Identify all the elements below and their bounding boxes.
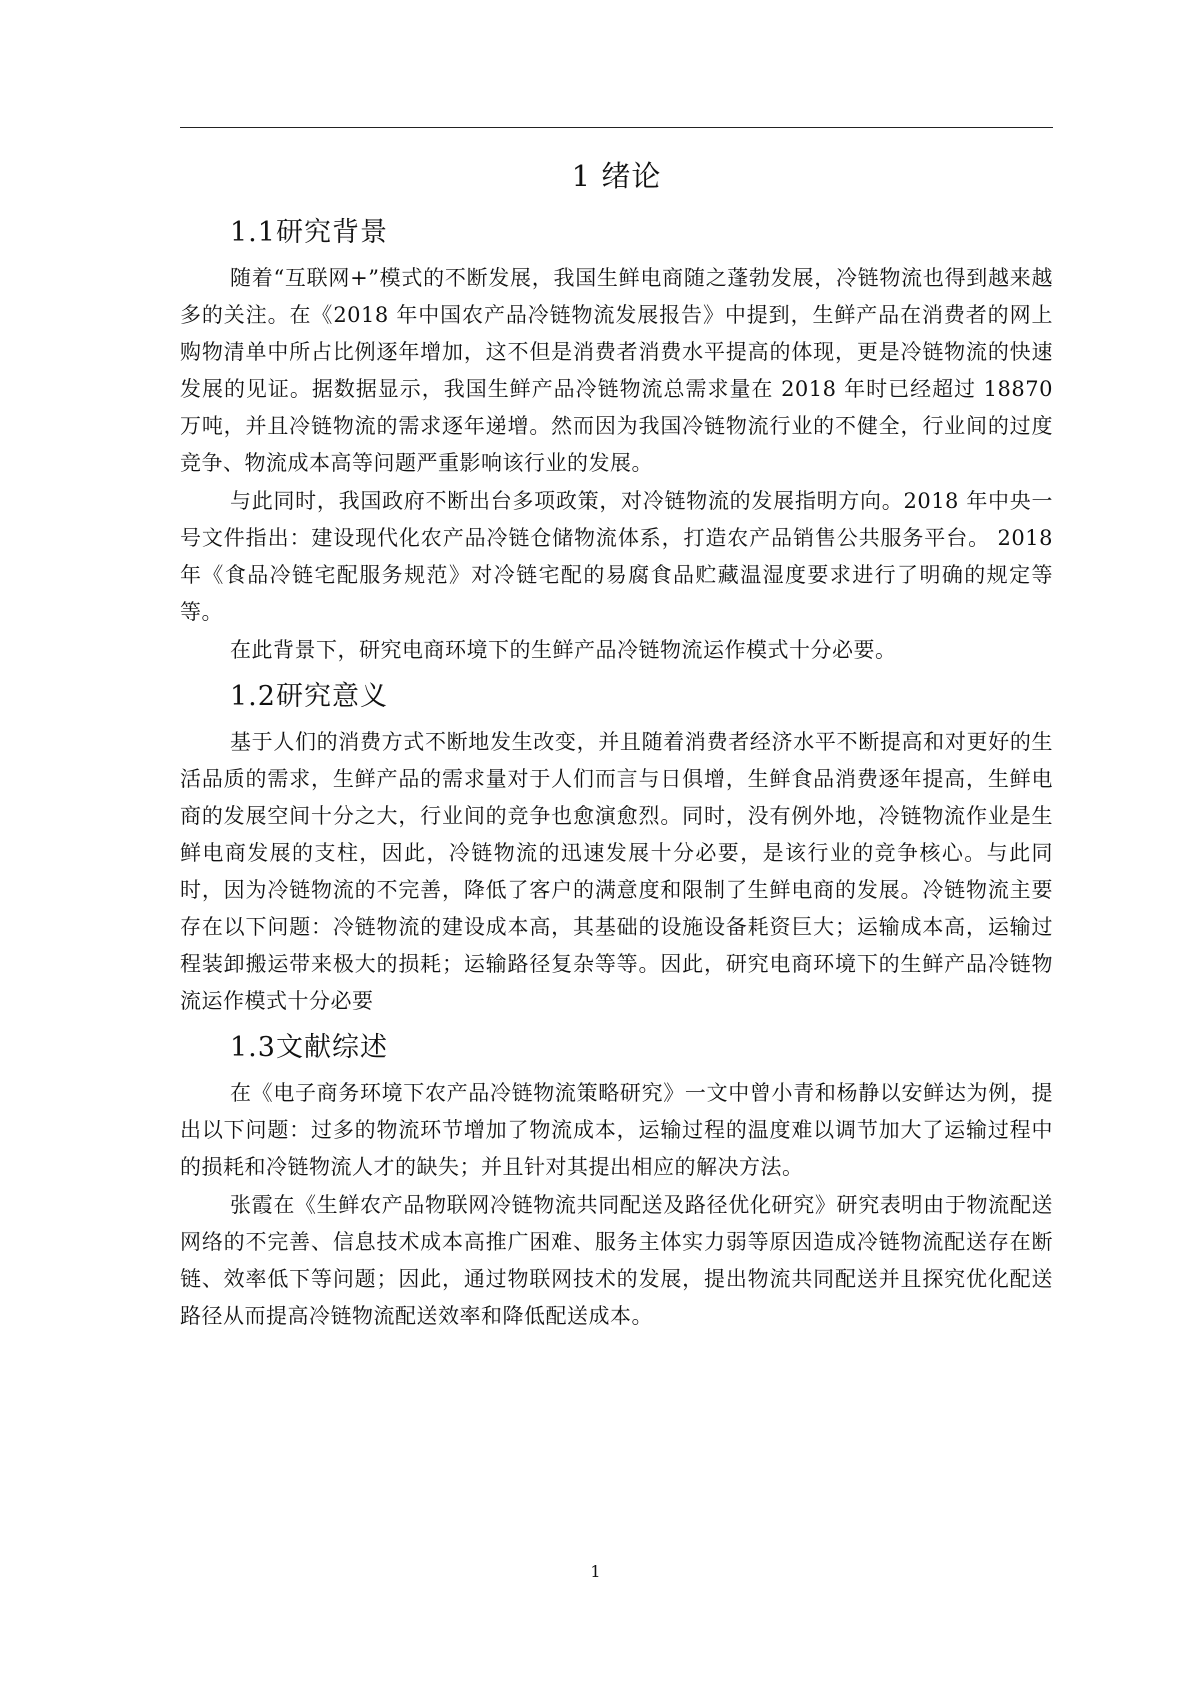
section-heading: 1.1研究背景 (230, 217, 388, 248)
header-rule (180, 127, 1053, 128)
paragraph: 在此背景下，研究电商环境下的生鲜产品冷链物流运作模式十分必要。 (230, 638, 897, 662)
paragraph: 在《电子商务环境下农产品冷链物流策略研究》一文中曾小青和杨静以安鲜达为例，提出以下问题：过多的物流环节增加了物流成本，运输过程的温度难以调节加大了运输过程中的损耗和冷链物流人才的缺失；并且针对其提出相应的解决方法。 (180, 1081, 1053, 1179)
paragraph: 与此同时，我国政府不断出台多项政策，对冷链物流的发展指明方向。2018 年中央一号文件指出：建设现代化农产品冷链仓储物流体系，打造农产品销售公共服务平台。 2018 年《食品冷链宅配服务规范》对冷链宅配的易腐食品贮藏温湿度要求进行了明确的规定等等。 (180, 489, 1053, 624)
section-heading: 1.2研究意义 (230, 681, 388, 712)
section-heading: 1.3文献综述 (230, 1032, 388, 1063)
section-1-1 (180, 206, 1053, 669)
chapter-title: 1 绪论 (571, 159, 662, 193)
section-1-3 (180, 1021, 1053, 1335)
section-1-2 (180, 670, 1053, 1020)
page-number: 1 (590, 1562, 601, 1581)
page-content (180, 150, 1053, 1336)
paragraph: 随着“互联网+”模式的不断发展，我国生鲜电商随之蓬勃发展，冷链物流也得到越来越多的关注。在《2018 年中国农产品冷链物流发展报告》中提到，生鲜产品在消费者的网上购物清单中所占比例逐年增加，这不但是消费者消费水平提高的体现，更是冷链物流的快速发展的见证。据数据显示，我国生鲜产品冷链物流总需求量在 2018 年时已经超过 18870 万吨，并且冷链物流的需求逐年递增。然而因为我国冷链物流行业的不健全，行业间的过度竞争、物流成本高等问题严重影响该行业的发展。 (180, 266, 1053, 475)
paragraph: 基于人们的消费方式不断地发生改变，并且随着消费者经济水平不断提高和对更好的生活品质的需求，生鲜产品的需求量对于人们而言与日俱增，生鲜食品消费逐年提高，生鲜电商的发展空间十分之大，行业间的竞争也愈演愈烈。同时，没有例外地，冷链物流作业是生鲜电商发展的支柱，因此，冷链物流的迅速发展十分必要，是该行业的竞争核心。与此同时，因为冷链物流的不完善，降低了客户的满意度和限制了生鲜电商的发展。冷链物流主要存在以下问题：冷链物流的建设成本高，其基础的设施设备耗资巨大；运输成本高，运输过程装卸搬运带来极大的损耗；运输路径复杂等等。因此，研究电商环境下的生鲜产品冷链物流运作模式十分必要 (180, 730, 1053, 1013)
paragraph: 张霞在《生鲜农产品物联网冷链物流共同配送及路径优化研究》研究表明由于物流配送网络的不完善、信息技术成本高推广困难、服务主体实力弱等原因造成冷链物流配送存在断链、效率低下等问题；因此，通过物联网技术的发展，提出物流共同配送并且探究优化配送路径从而提高冷链物流配送效率和降低配送成本。 (180, 1193, 1053, 1328)
